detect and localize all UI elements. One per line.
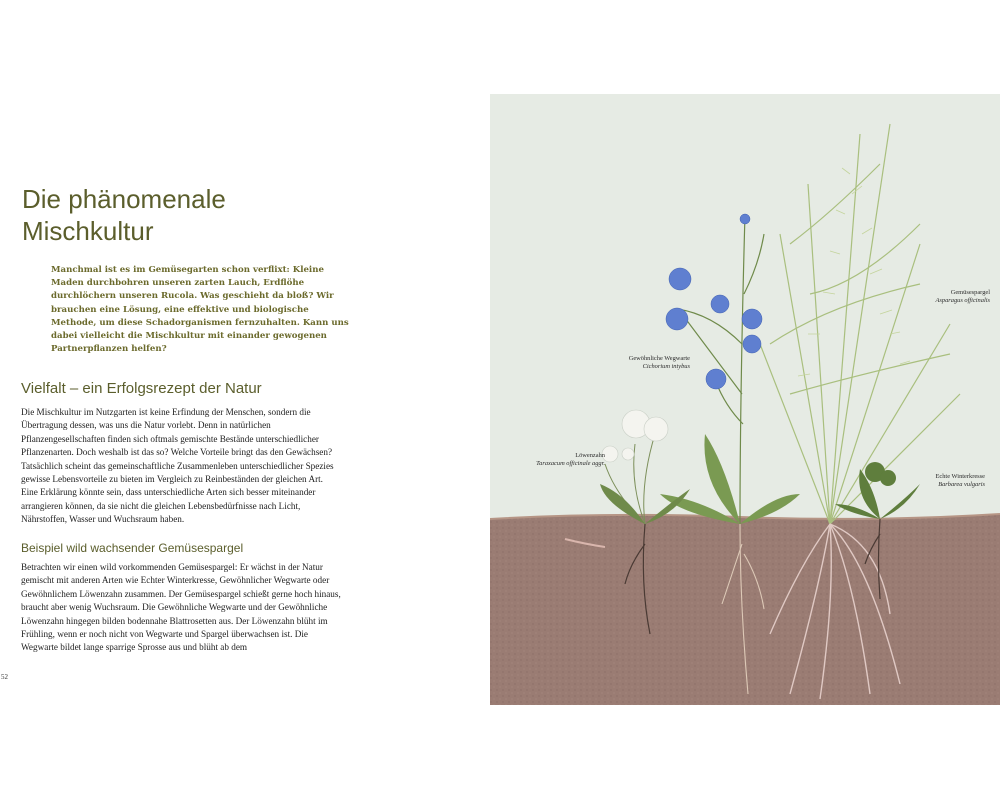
label-asparagus-common: Gemüsespargel: [950, 289, 990, 296]
label-winter-cress-common: Echte Winterkresse: [935, 473, 985, 480]
label-chicory-latin: Cichorium intybus: [642, 363, 690, 370]
intro-paragraph: Manchmal ist es im Gemüsegarten schon verflixt: Kleine Maden durchbohren unseren zarten Lauch, Erdflöhe durchlöchern unseren Rucola. Was geschieht da bloß? Wir brauchen eine Lösung, eine effektive und biologische Methode, um diese Schadorganismen fernzuhalten. Kann uns dabei vielleicht die Mischkultur mit einander gewogenen Partnerpflanzen helfen?: [51, 265, 349, 355]
label-dandelion-common: Löwenzahn: [575, 452, 605, 459]
label-asparagus: [915, 289, 990, 305]
label-winter-cress: [905, 473, 985, 489]
label-dandelion: [520, 452, 605, 468]
label-asparagus-latin: Asparagus officinalis: [935, 297, 990, 304]
page-title: Die phänomenale Mischkultur: [22, 184, 226, 246]
label-dandelion-latin: Taraxacum officinale aggr.: [536, 460, 605, 467]
section-heading-vielfalt: Vielfalt – ein Erfolgsrezept der Natur: [21, 380, 262, 397]
left-page: [0, 0, 490, 800]
plant-illustration-drawing: [490, 94, 1000, 705]
page-number: 52: [1, 673, 8, 681]
label-chicory-common: Gewöhnliche Wegwarte: [628, 355, 690, 362]
label-winter-cress-latin: Barbarea vulgaris: [938, 481, 985, 488]
section-body-vielfalt: Die Mischkultur im Nutzgarten ist keine Erfindung der Menschen, sondern die Übertragung dessen, was uns die Natur vorlebt. Denn in natürlichen Pflanzengesellschaften finden sich oftmals gemischte Bestände unterschiedlicher Pflanzenarten. Doch weshalb ist das so? Welche Vorteile bringt das den Gewächsen? Tatsächlich scheint das gemeinschaftliche Zusammenleben unterschiedlicher Spezies gewisse Lebensvorteile zu bieten im Vergleich zu Reinbeständen der gleichen Art. Eine Erklärung könnte sein, dass unterschiedliche Arten sich besser miteinander arrangieren können, da sie nicht die gleichen Lebensbedürfnisse nach Licht, Nährstoffen, Wasser und Wuchsraum haben.: [21, 407, 334, 525]
section-body-gemuesespargel: Betrachten wir einen wild vorkommenden Gemüsespargel: Er wächst in der Natur gemischt mit anderen Arten wie Echter Winterkresse, Gewöhnlicher Wegwarte oder Gewöhnlichem Löwenzahn zusammen. Der Gemüsespargel schießt gerne hoch hinaus, braucht aber wenig Wuchsraum. Die Gewöhnliche Wegwarte und der Gewöhnliche Löwenzahn hingegen bilden bodennahe Blattrosetten aus. Der Löwenzahn blüht im Frühling, wenn er noch nicht von Wegwarte und Spargel überwachsen ist. Die Wegwarte bildet lange sparrige Sprosse aus und blüht ab dem: [21, 562, 341, 653]
plant-illustration: [490, 94, 1000, 705]
soil-layer: [490, 514, 1000, 705]
section-heading-gemuesespargel: Beispiel wild wachsender Gemüsespargel: [21, 541, 244, 555]
label-chicory: [610, 355, 690, 371]
